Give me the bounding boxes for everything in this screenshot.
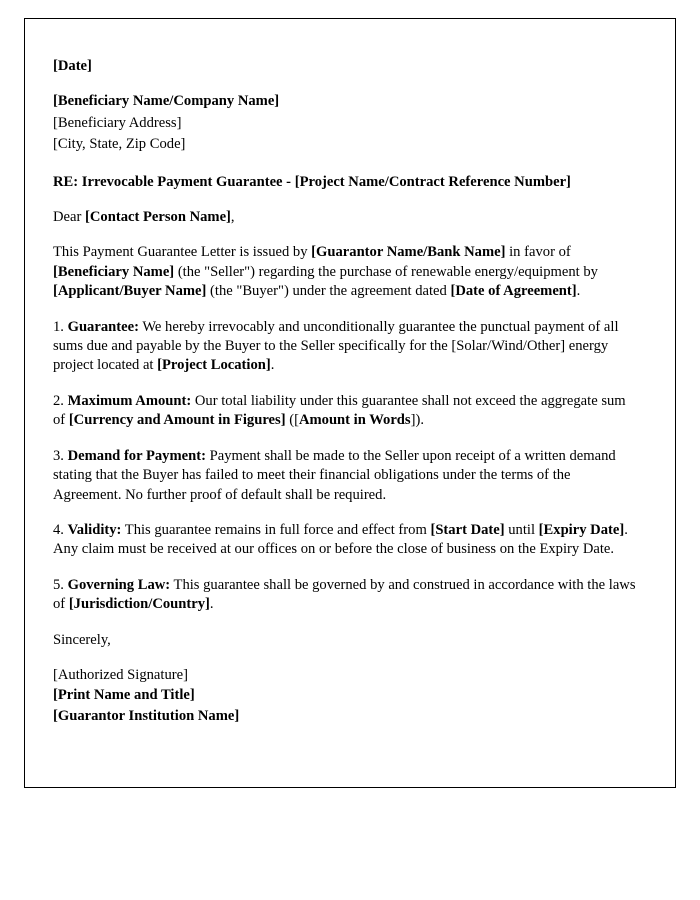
intro-text-5: .: [576, 283, 581, 300]
clause-number: 2.: [53, 392, 68, 409]
clause-field-expiry-date: [Expiry Date]: [538, 521, 625, 538]
clause-heading: Validity:: [67, 521, 122, 538]
letter-body: [53, 57, 639, 726]
subject-separator: -: [282, 173, 295, 190]
clause-text-mid: until: [504, 521, 539, 538]
recipient-city-state-zip: [City, State, Zip Code]: [53, 136, 186, 153]
print-name-and-title: [Print Name and Title]: [53, 687, 195, 704]
clause-maximum-amount: [53, 392, 639, 431]
clause-heading: Maximum Amount:: [67, 392, 192, 409]
clause-text: We hereby irrevocably and unconditionally guarantee the punctual payment of all sums due and payable by the Buyer to the Seller specifically for the [Solar/Wind/Other] energy project located at: [53, 318, 619, 374]
authorized-signature-line: [Authorized Signature]: [53, 666, 188, 683]
clause-field-start-date: [Start Date]: [430, 521, 505, 538]
intro-beneficiary-field: [Beneficiary Name]: [53, 263, 175, 280]
salutation: [53, 208, 639, 227]
intro-text-2: in favor of: [505, 244, 571, 261]
clause-number: 4.: [53, 521, 68, 538]
clause-demand-for-payment: [53, 447, 639, 505]
clause-text: This guarantee remains in full force and effect from: [121, 521, 431, 538]
subject-line: [53, 173, 639, 192]
clause-field-amount-figures: [Currency and Amount in Figures]: [68, 412, 286, 429]
clause-heading: Demand for Payment:: [67, 447, 206, 464]
clause-number: 3.: [53, 447, 68, 464]
clause-validity: [53, 521, 639, 560]
salutation-contact: [Contact Person Name]: [85, 209, 231, 226]
recipient-address: [Beneficiary Address]: [53, 114, 182, 131]
subject-reference: [Project Name/Contract Reference Number]: [294, 173, 571, 190]
clause-text: Our total liability under this guarantee shall not exceed the aggregate sum of: [53, 392, 626, 429]
clause-text: This guarantee shall be governed by and construed in accordance with the laws of: [53, 576, 636, 613]
clause-heading: Governing Law:: [67, 576, 171, 593]
salutation-comma: ,: [230, 209, 235, 226]
intro-text-3: (the "Seller") regarding the purchase of renewable energy/equipment by: [174, 263, 598, 280]
clause-text-mid: ([: [285, 412, 299, 429]
salutation-greeting: Dear: [53, 209, 86, 226]
letter-frame: [24, 18, 676, 788]
clause-governing-law: [53, 576, 639, 615]
closing: Sincerely,: [53, 631, 111, 648]
clause-number: 1.: [53, 318, 68, 335]
date-field: [Date]: [53, 58, 92, 74]
clause-text: Payment shall be made to the Seller upon receipt of a written demand stating that the Buyer has failed to meet their financial obligations under the terms of the Agreement. No further proof of default shall be required.: [53, 447, 616, 503]
clause-field-amount-words: Amount in Words: [298, 412, 411, 429]
recipient-name: [Beneficiary Name/Company Name]: [53, 93, 280, 110]
clause-text-after: .: [209, 596, 214, 613]
clause-heading: Guarantee:: [67, 318, 139, 335]
clause-text-after: .: [270, 357, 275, 374]
clause-number: 5.: [53, 576, 68, 593]
intro-applicant-field: [Applicant/Buyer Name]: [53, 283, 207, 300]
clause-guarantee: [53, 318, 639, 376]
subject-prefix: RE: Irrevocable Payment Guarantee: [53, 173, 283, 190]
intro-agreement-date-field: [Date of Agreement]: [450, 283, 577, 300]
intro-text-4: (the "Buyer") under the agreement dated: [206, 283, 451, 300]
signature-block: [53, 666, 639, 726]
intro-paragraph: [53, 243, 639, 301]
clause-text-after: . Any claim must be received at our offices on or before the close of business on the Expiry Date.: [53, 521, 628, 558]
clause-field-jurisdiction: [Jurisdiction/Country]: [68, 596, 210, 613]
guarantor-institution-name: [Guarantor Institution Name]: [53, 707, 240, 724]
clause-field: [Project Location]: [157, 357, 271, 374]
clause-text-after: ]).: [410, 412, 424, 429]
intro-guarantor-field: [Guarantor Name/Bank Name]: [311, 244, 506, 261]
intro-text-1: This Payment Guarantee Letter is issued by: [53, 244, 312, 261]
